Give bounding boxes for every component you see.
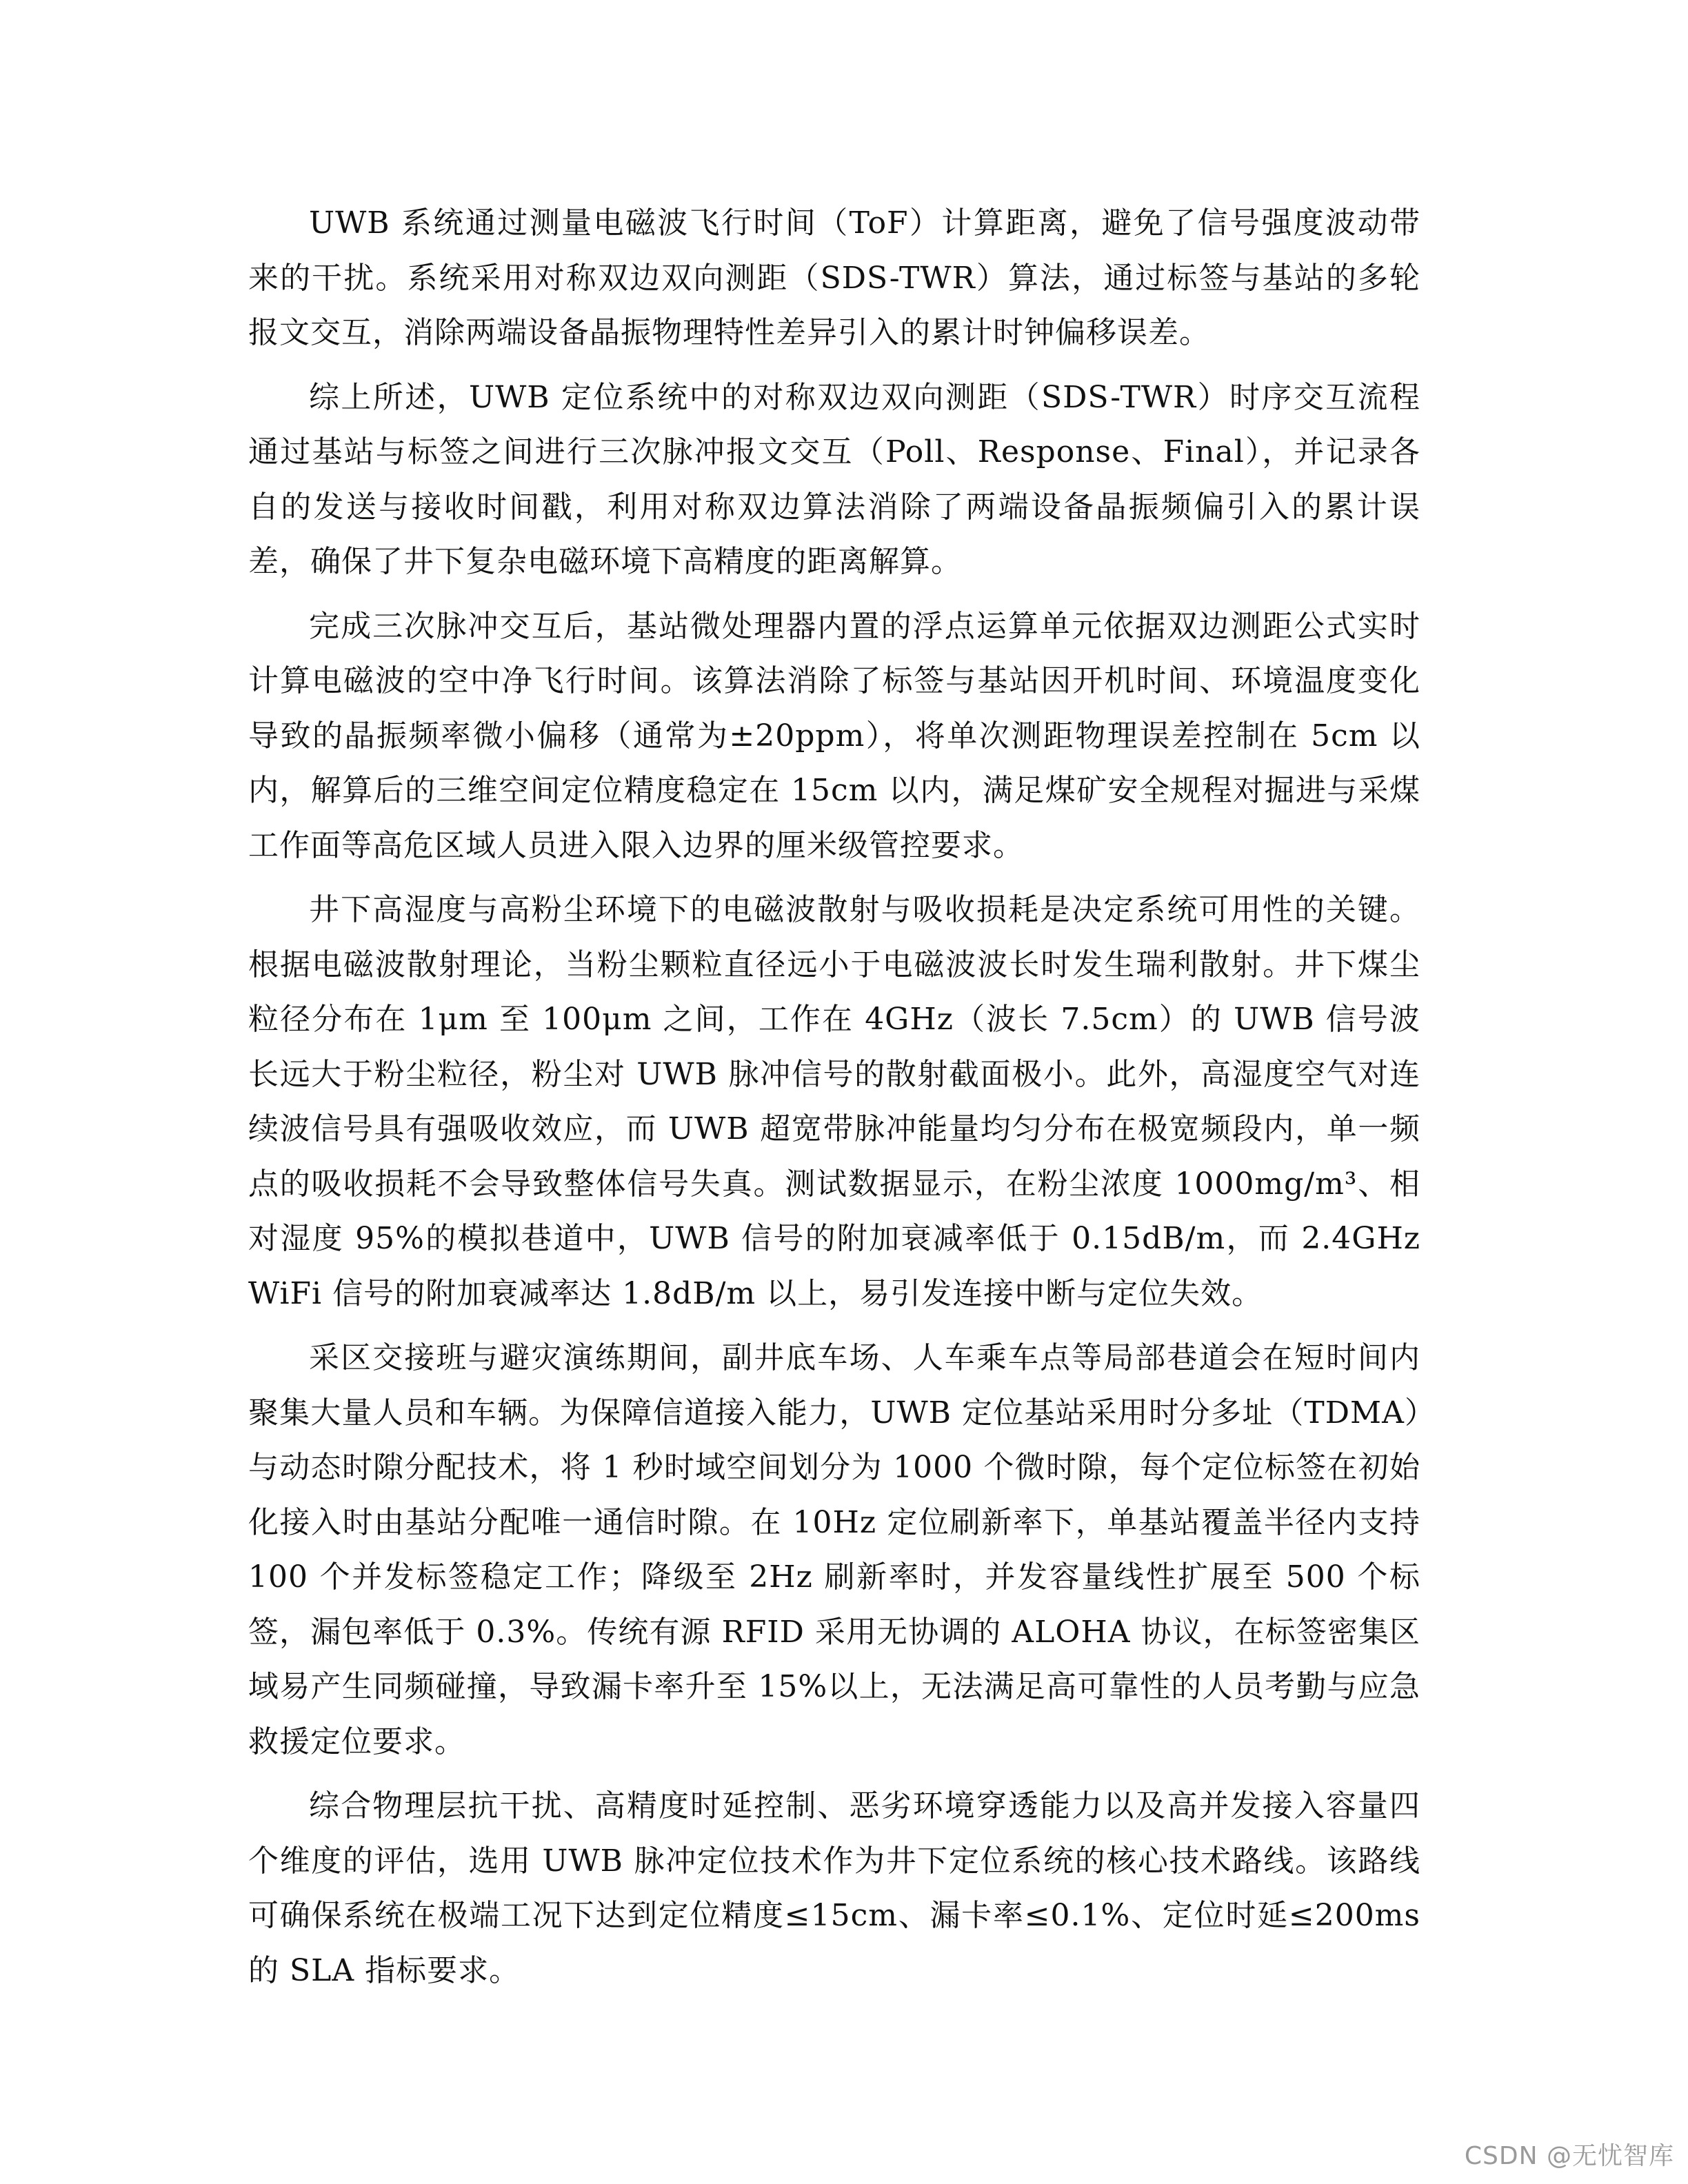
paragraph-sds-twr-summary: 综上所述，UWB 定位系统中的对称双边双向测距（SDS-TWR）时序交互流程通过基站与标签之间进行三次脉冲报文交互（Poll、Response、Final），并记录各自的发送与接收时间戳，利用对称双边算法消除了两端设备晶振频偏引入的累计误差，确保了井下复杂电磁环境下高精度的距离解算。 (248, 379, 1420, 579)
csdn-watermark: CSDN @无忧智库 (1464, 2142, 1674, 2170)
paragraph-tdma-capacity: 采区交接班与避灾演练期间，副井底车场、人车乘车点等局部巷道会在短时间内聚集大量人员和车辆。为保障信道接入能力，UWB 定位基站采用时分多址（TDMA）与动态时隙分配技术，将 1 秒时域空间划分为 1000 个微时隙，每个定位标签在初始化接入时由基站分配唯一通信时隙。在 10Hz 定位刷新率下，单基站覆盖半径内支持 100 个并发标签稳定工作；降级至 2Hz 刷新率时，并发容量线性扩展至 500 个标签，漏包率低于 0.3%。传统有源 RFID 采用无协调的 ALOHA 协议，在标签密集区域易产生同频碰撞，导致漏卡率升至 15%以上，无法满足高可靠性的人员考勤与应急救援定位要求。 (248, 1340, 1420, 1759)
paragraph-flight-time-calculation: 完成三次脉冲交互后，基站微处理器内置的浮点运算单元依据双边测距公式实时计算电磁波的空中净飞行时间。该算法消除了标签与基站因开机时间、环境温度变化导致的晶振频率微小偏移（通常为±20ppm），将单次测距物理误差控制在 5cm 以内，解算后的三维空间定位精度稳定在 15cm 以内，满足煤矿安全规程对掘进与采煤工作面等高危区域人员进入限入边界的厘米级管控要求。 (248, 608, 1420, 863)
document-body (248, 196, 1420, 2008)
paragraph-dust-humidity-attenuation: 井下高湿度与高粉尘环境下的电磁波散射与吸收损耗是决定系统可用性的关键。根据电磁波散射理论，当粉尘颗粒直径远小于电磁波波长时发生瑞利散射。井下煤尘粒径分布在 1μm 至 100μm 之间，工作在 4GHz（波长 7.5cm）的 UWB 信号波长远大于粉尘粒径，粉尘对 UWB 脉冲信号的散射截面极小。此外，高湿度空气对连续波信号具有强吸收效应，而 UWB 超宽带脉冲能量均匀分布在极宽频段内，单一频点的吸收损耗不会导致整体信号失真。测试数据显示，在粉尘浓度 1000mg/m³、相对湿度 95%的模拟巷道中，UWB 信号的附加衰减率低于 0.15dB/m，而 2.4GHz WiFi 信号的附加衰减率达 1.8dB/m 以上，易引发连接中断与定位失效。 (248, 892, 1420, 1311)
paragraph-conclusion: 综合物理层抗干扰、高精度时延控制、恶劣环境穿透能力以及高并发接入容量四个维度的评估，选用 UWB 脉冲定位技术作为井下定位系统的核心技术路线。该路线可确保系统在极端工况下达到定位精度≤15cm、漏卡率≤0.1%、定位时延≤200ms 的 SLA 指标要求。 (248, 1788, 1420, 1988)
paragraph-tof-ranging: UWB 系统通过测量电磁波飞行时间（ToF）计算距离，避免了信号强度波动带来的干扰。系统采用对称双边双向测距（SDS-TWR）算法，通过标签与基站的多轮报文交互，消除两端设备晶振物理特性差异引入的累计时钟偏移误差。 (248, 205, 1420, 350)
